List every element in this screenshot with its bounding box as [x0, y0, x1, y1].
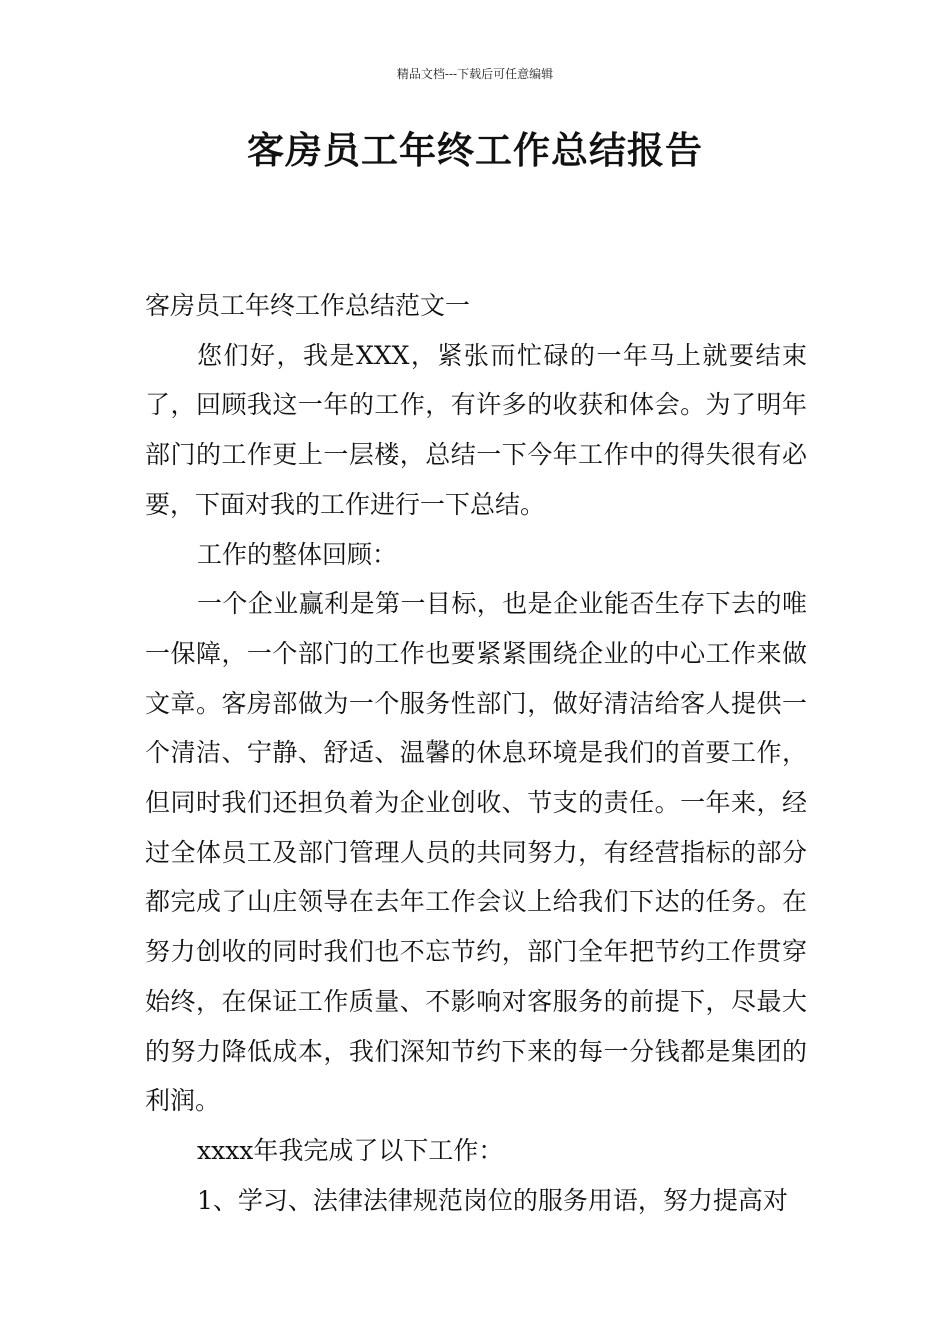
header-note: 精品文档---下载后可任意编辑 — [396, 67, 554, 81]
document-title: 客房员工年终工作总结报告 — [247, 129, 703, 172]
paragraph-review-body: 一个企业赢利是第一目标，也是企业能否生存下去的唯一保障，一个部门的工作也要紧紧围绕企业的中心工作来做文章。客房部做为一个服务性部门，做好清洁给客人提供一个清洁、宁静、舒适、温馨的休息环境是我们的首要工作，但同时我们还担负着为企业创收、节支的责任。一年来，经过全体员工及部门管理人员的共同努力，有经营指标的部分都完成了山庄领导在去年工作会议上给我们下达的任务。在努力创收的同时我们也不忘节约，部门全年把节约工作贯穿始终，在保证工作质量、不影响对客服务的前提下，尽最大的努力降低成本，我们深知节约下来的每一分钱都是集团的利润。 — [145, 589, 807, 1116]
paragraph-greeting: 您们好，我是XXX，紧张而忙碌的一年马上就要结束了，回顾我这一年的工作，有许多的收获和体会。为了明年部门的工作更上一层楼，总结一下今年工作中的得失很有必要，下面对我的工作进行一下总结。 — [145, 340, 807, 519]
paragraph-item-1: 1、学习、法律法律规范岗位的服务用语，努力提高对 — [197, 1185, 788, 1215]
paragraph-work-heading: xxxx年我完成了以下工作： — [197, 1135, 504, 1165]
paragraph-review-heading: 工作的整体回顾： — [197, 539, 398, 569]
section-heading: 客房员工年终工作总结范文一 — [145, 291, 471, 320]
document-body — [145, 281, 807, 1225]
